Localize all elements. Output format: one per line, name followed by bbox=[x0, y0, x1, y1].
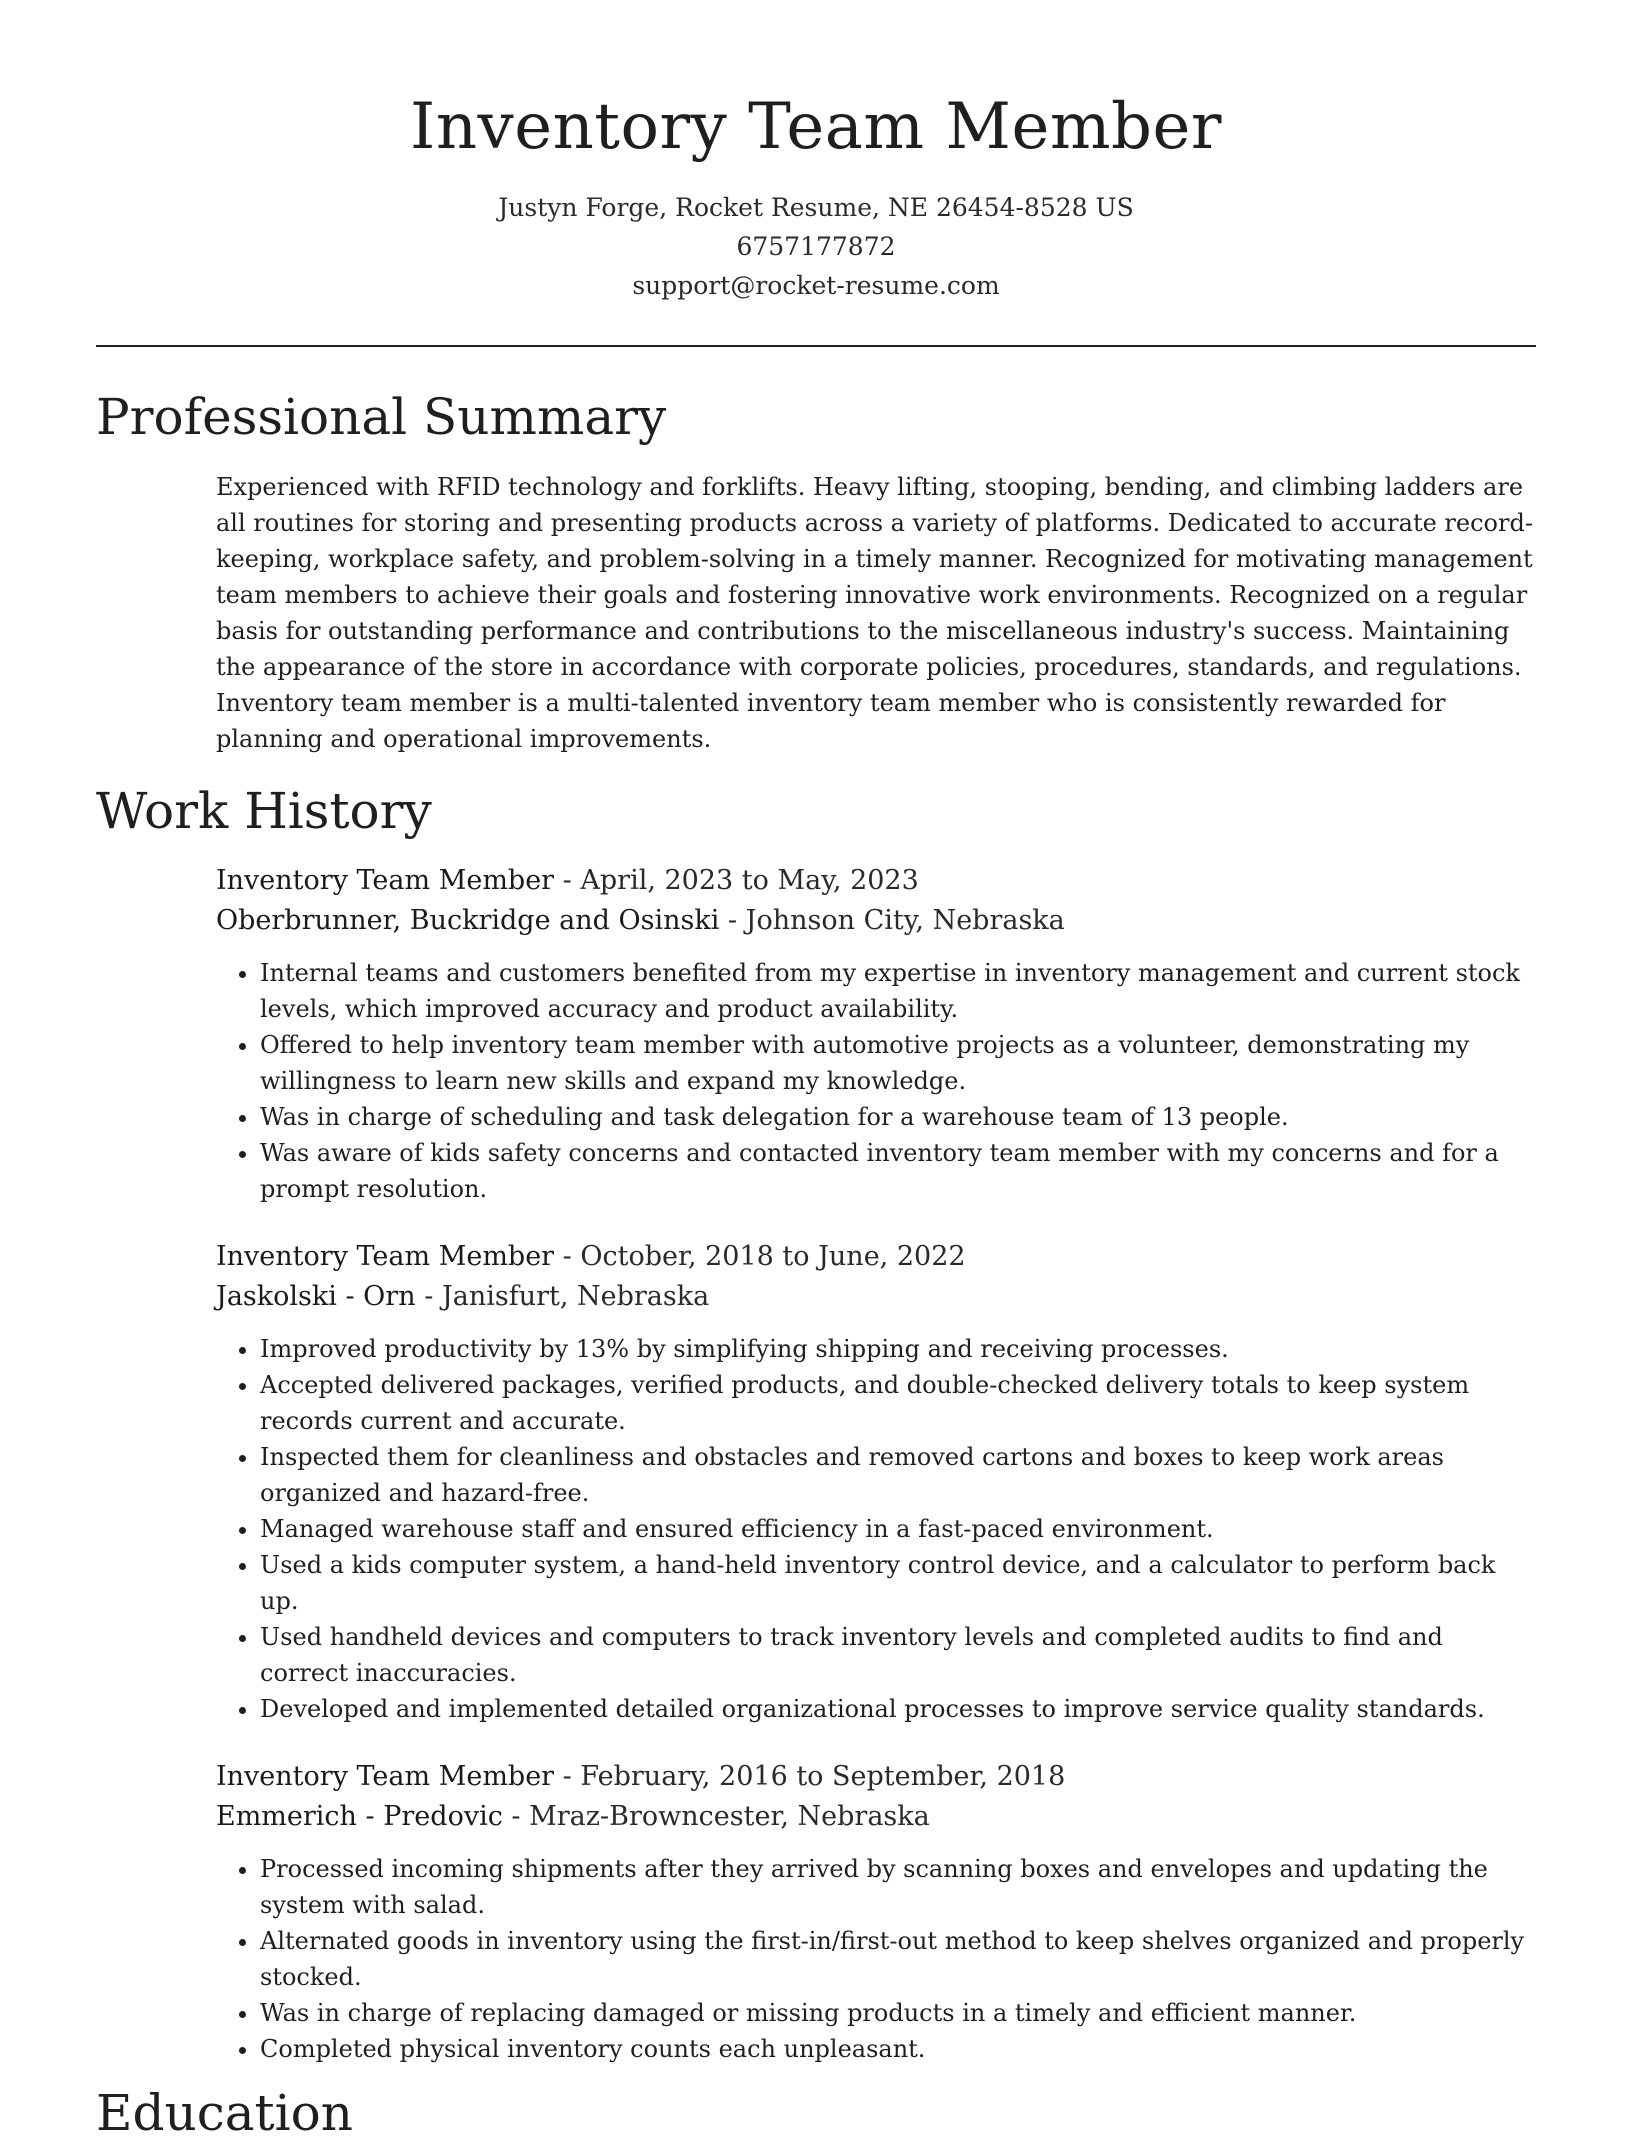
job-bullet: • Used a kids computer system, a hand-held inventory control device, and a calculator to perform back up. bbox=[260, 1547, 1536, 1619]
job-heading bbox=[216, 861, 1536, 901]
job-bullet: • Improved productivity by 13% by simplifying shipping and receiving processes. bbox=[260, 1331, 1536, 1367]
job-bullet: • Managed warehouse staff and ensured efficiency in a fast-paced environment. bbox=[260, 1511, 1536, 1547]
job-employer: Emmerich - Predovic bbox=[216, 1801, 503, 1832]
job-bullets bbox=[216, 955, 1536, 1207]
job-bullet: • Accepted delivered packages, verified products, and double-checked delivery totals to keep system records current and accurate. bbox=[260, 1367, 1536, 1439]
job-bullet: • Used handheld devices and computers to track inventory levels and completed audits to find and correct inaccuracies. bbox=[260, 1619, 1536, 1691]
resume-header bbox=[96, 0, 1536, 305]
education-title: Education bbox=[96, 2084, 353, 2142]
job-employer: Jaskolski - Orn bbox=[216, 1281, 416, 1312]
job-bullet: • Processed incoming shipments after they arrived by scanning boxes and envelopes and updating the system with salad. bbox=[260, 1851, 1536, 1923]
job-dates: - October, 2018 to June, 2022 bbox=[554, 1241, 966, 1272]
job-location: - Mraz-Browncester, Nebraska bbox=[502, 1801, 930, 1832]
job-entry bbox=[216, 1237, 1536, 1727]
job-bullet: • Inspected them for cleanliness and obstacles and removed cartons and boxes to keep work areas organized and hazard-free. bbox=[260, 1439, 1536, 1511]
job-bullet: • Was aware of kids safety concerns and contacted inventory team member with my concerns and for a prompt resolution. bbox=[260, 1135, 1536, 1207]
job-employer-line bbox=[216, 1797, 1536, 1837]
contact-email: support@rocket-resume.com bbox=[632, 271, 1000, 300]
job-bullet: • Alternated goods in inventory using the first-in/first-out method to keep shelves organized and properly stocked. bbox=[260, 1923, 1536, 1995]
job-employer-line bbox=[216, 901, 1536, 941]
job-bullet: • Was in charge of replacing damaged or missing products in a timely and efficient manner. bbox=[260, 1995, 1536, 2031]
summary-text: Experienced with RFID technology and forklifts. Heavy lifting, stooping, bending, and climbing ladders are all routines for storing and presenting products across a variety of platforms. Dedicated to accurate record-keeping, workplace safety, and problem-solving in a timely manner. Recognized for motivating management team members to achieve their goals and fostering innovative work environments. Recognized on a regular basis for outstanding performance and contributions to the miscellaneous industry's success. Maintaining the appearance of the store in accordance with corporate policies, procedures, standards, and regulations. Inventory team member is a multi-talented inventory team member who is consistently rewarded for planning and operational improvements. bbox=[216, 473, 1533, 753]
job-entry bbox=[216, 1757, 1536, 2067]
header-divider bbox=[96, 345, 1536, 347]
job-location: - Janisfurt, Nebraska bbox=[415, 1281, 710, 1312]
job-bullet: • Completed physical inventory counts each unpleasant. bbox=[260, 2031, 1536, 2067]
job-heading bbox=[216, 1237, 1536, 1277]
contact-block bbox=[96, 188, 1536, 305]
job-location: - Johnson City, Nebraska bbox=[719, 905, 1065, 936]
summary-title: Professional Summary bbox=[96, 388, 667, 446]
job-bullet: • Offered to help inventory team member with automotive projects as a volunteer, demonstrating my willingness to learn new skills and expand my knowledge. bbox=[260, 1027, 1536, 1099]
resume-name: Inventory Team Member bbox=[410, 90, 1222, 164]
summary-section bbox=[96, 387, 1536, 757]
contact-phone: 6757177872 bbox=[736, 232, 896, 261]
work-history-section bbox=[96, 781, 1536, 2067]
job-dates: - April, 2023 to May, 2023 bbox=[554, 865, 919, 896]
job-dates: - February, 2016 to September, 2018 bbox=[554, 1761, 1066, 1792]
work-history-title: Work History bbox=[96, 782, 432, 840]
resume-page bbox=[96, 0, 1536, 2143]
job-title: Inventory Team Member bbox=[216, 1241, 555, 1272]
job-bullets bbox=[216, 1331, 1536, 1727]
job-bullet: • Developed and implemented detailed organizational processes to improve service quality standards. bbox=[260, 1691, 1536, 1727]
contact-address: Justyn Forge, Rocket Resume, NE 26454-8528 US bbox=[498, 193, 1134, 222]
job-heading bbox=[216, 1757, 1536, 1797]
job-bullets bbox=[216, 1851, 1536, 2067]
job-bullet: • Internal teams and customers benefited from my expertise in inventory management and current stock levels, which improved accuracy and product availability. bbox=[260, 955, 1536, 1027]
job-entry bbox=[216, 861, 1536, 1207]
education-section bbox=[96, 2083, 1536, 2143]
job-employer-line bbox=[216, 1277, 1536, 1317]
job-employer: Oberbrunner, Buckridge and Osinski bbox=[216, 905, 720, 936]
job-title: Inventory Team Member bbox=[216, 1761, 555, 1792]
job-title: Inventory Team Member bbox=[216, 865, 555, 896]
job-bullet: • Was in charge of scheduling and task delegation for a warehouse team of 13 people. bbox=[260, 1099, 1536, 1135]
